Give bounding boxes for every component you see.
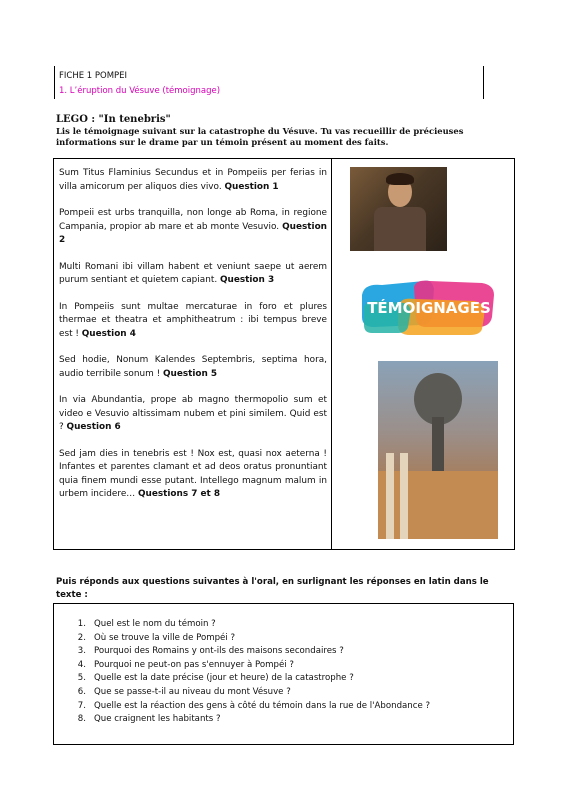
town-wall [378,471,498,539]
paragraph-text: Sum Titus Flaminius Secundus et in Pompeiis per ferias in villa amicorum per aliquos dies vivo. [59,168,327,192]
vesuvius-eruption-image [378,361,498,539]
paragraph-7 [59,448,327,502]
question-number: 3. [77,646,86,657]
question-ref: Question 5 [162,368,218,379]
question-number: 8. [77,714,86,725]
column [386,453,394,539]
paragraph-6 [59,394,327,435]
paragraph-1 [59,167,327,194]
question-item [72,632,430,646]
paragraph-text: Pompeii est urbs tranquilla, non longe ab Roma, in regione Campania, propior ab mare et ab monte Vesuvio. [59,208,327,232]
question-text: Pourquoi des Romains y ont-ils des maisons secondaires ? [94,646,344,657]
question-text: Où se trouve la ville de Pompéi ? [94,632,236,643]
figure-body [374,207,426,251]
question-item [72,713,430,727]
question-text: Quelle est la date précise (jour et heure) de la catastrophe ? [94,673,354,684]
question-item [72,672,430,686]
latin-text [59,167,327,515]
question-item [72,700,430,714]
question-ref: Question 4 [81,328,136,339]
fiche-title: FICHE 1 POMPEI [59,71,128,81]
question-text: Que se passe-t-il au niveau du mont Vésuve ? [94,686,291,697]
roman-witness-image [350,167,447,251]
questions-list [72,618,430,727]
paragraph-text: Sed hodie, Nonum Kalendes Septembris, septima hora, audio terribile sonum ! [59,355,327,379]
section-subtitle: 1. L’éruption du Vésuve (témoignage) [59,86,221,96]
paragraph-text: In Pompeiis sunt multae mercaturae in foro et plures thermae et theatra et amphitheatrum : ibi tempus breve est ! [59,301,327,339]
badge-label: TÉMOIGNAGES [367,299,491,317]
paragraph-2 [59,207,327,248]
questions-box [53,603,514,745]
question-number: 6. [77,686,86,697]
question-number: 7. [77,700,86,711]
header-box [54,66,484,99]
temoignages-badge-image [354,277,504,337]
question-item [72,618,430,632]
paragraph-5 [59,354,327,381]
instructions: Puis réponds aux questions suivantes à l'oral, en surlignant les réponses en latin dans le texte : [56,577,489,600]
question-number: 2. [77,632,86,643]
question-text: Pourquoi ne peut-on pas s'ennuyer à Pompéi ? [94,659,294,670]
paragraph-4 [59,301,327,342]
column [400,453,408,539]
question-item [72,659,430,673]
lego-title: LEGO : "In tenebris" [56,114,171,125]
question-text: Quelle est la réaction des gens à côté du témoin dans la rue de l'Abondance ? [94,700,431,711]
question-number: 5. [77,673,86,684]
question-ref: Questions 7 et 8 [137,489,221,499]
paragraph-text: Multi Romani ibi villam habent et veniunt saepe ut aerem purum sentiant et quietem capiant. [59,261,327,285]
testimony-table [53,158,515,550]
question-number: 1. [77,619,86,629]
question-ref: Question 1 [224,181,279,192]
paragraph-text: Sed jam dies in tenebris est ! Nox est, quasi nox aeterna ! Infantes et parentes clamant et ad deos oratus pronuntiant quia finem mundi esse putant. Intellego magnum malum in urbem incidere… [59,448,327,499]
paragraph-text: In via Abundantia, prope ab magno thermopolio sum et video e Vesuvio altissimam nubem et pini similem. Quid est ? [59,395,327,432]
intro-text: Lis le témoignage suivant sur la catastrophe du Vésuve. Tu vas recueillir de précieuses informations sur le drame par un témoin présent au moment des faits. [56,126,464,147]
question-text: Que craignent les habitants ? [94,714,221,725]
question-ref: Question 3 [219,275,275,285]
paragraph-3 [59,261,327,288]
table-divider [331,159,332,549]
question-item [72,686,430,700]
question-item [72,645,430,659]
question-text: Quel est le nom du témoin ? [94,619,216,629]
question-number: 4. [77,659,86,670]
figure-hair [386,173,414,185]
question-ref: Question 6 [66,422,121,432]
question-ref: Question 2 [59,221,327,245]
